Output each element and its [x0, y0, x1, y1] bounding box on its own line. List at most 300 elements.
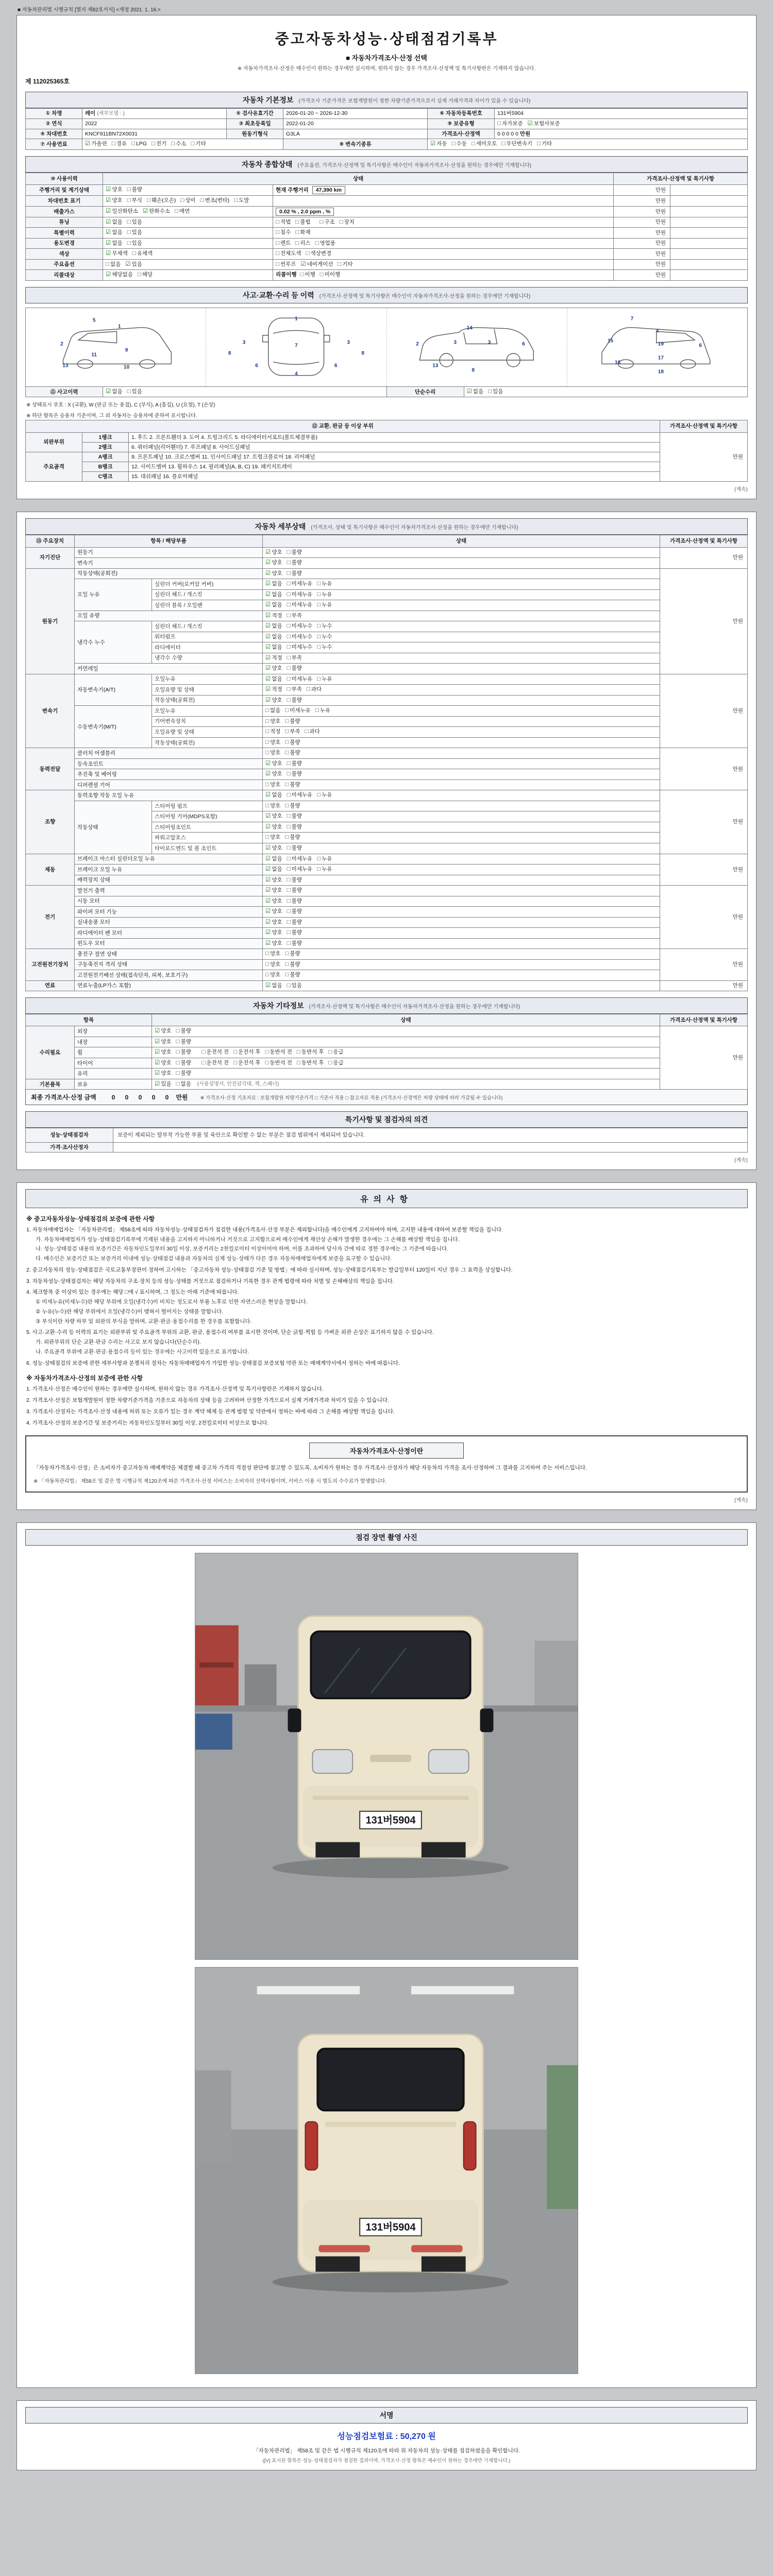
- checkbox-unchecked-icon: □: [328, 1059, 332, 1066]
- device-group-label: 제동: [26, 854, 75, 886]
- checkbox-기타[interactable]: □ 기타: [537, 141, 552, 147]
- note-cell: [670, 259, 748, 270]
- detail-row: [26, 949, 748, 960]
- checkbox-미세누유[interactable]: □ 미세누유: [287, 602, 313, 608]
- rear-quarter-view: [567, 308, 747, 386]
- rank-name: 2랭크: [82, 442, 129, 452]
- checkbox-양호[interactable]: ☑ 양호: [265, 560, 282, 566]
- checkbox-불량[interactable]: □ 불량: [287, 549, 302, 555]
- fuel-type-label: ⑦ 사용연료: [26, 139, 82, 150]
- checkbox-checked-icon: ☑: [265, 771, 271, 777]
- checkbox-응급[interactable]: □ 응급: [328, 1059, 344, 1066]
- checkbox-양호[interactable]: ☑ 양호: [155, 1028, 172, 1035]
- checkbox-가솔린[interactable]: ☑ 가솔린: [85, 141, 107, 147]
- checkbox-양호[interactable]: ☑ 양호: [265, 665, 282, 672]
- section-accident-note: (가격조사·산정액 및 특기사항은 매수인이 자동차가격조사·산정을 원하는 경우에만 기재합니다): [319, 293, 531, 299]
- panel-number-label: 7: [630, 316, 634, 322]
- checkbox-checked-icon: ☑: [265, 982, 271, 989]
- checkbox-불량[interactable]: □ 불량: [285, 961, 300, 968]
- checkbox-불량[interactable]: □ 불량: [176, 1038, 191, 1045]
- checkbox-불량[interactable]: □ 불량: [287, 560, 302, 566]
- checkbox-checked-icon: ☑: [265, 654, 271, 661]
- checkbox-미세누유[interactable]: □ 미세누유: [287, 866, 313, 873]
- checkbox-없음[interactable]: ☑ 없음: [265, 792, 282, 799]
- checkbox-과다[interactable]: □ 과다: [305, 728, 320, 735]
- checkbox-있음[interactable]: □ 있음: [127, 218, 142, 225]
- checkbox-없음[interactable]: ☑ 없음: [265, 644, 282, 651]
- checkbox-응급[interactable]: □ 응급: [328, 1049, 344, 1056]
- checkbox-checked-icon: ☑: [265, 940, 271, 946]
- checkbox-미세누유[interactable]: □ 미세누유: [287, 792, 313, 799]
- checkbox-양호[interactable]: ☑ 양호: [155, 1038, 172, 1045]
- rank-items: 1. 후드 2. 프론트휀더 3. 도어 4. 트렁크리드 5. 라디에이터서포트(볼트체결부품): [129, 432, 660, 442]
- checkbox-미세누유[interactable]: □ 미세누유: [287, 581, 313, 587]
- model-year-value: 2022: [82, 118, 227, 129]
- checkbox-불량[interactable]: □ 불량: [176, 1028, 191, 1035]
- checkbox-불량[interactable]: □ 불량: [287, 887, 302, 894]
- checkbox-양호[interactable]: □ 양호: [265, 834, 281, 841]
- checkbox-누유[interactable]: □ 누유: [317, 855, 332, 862]
- checkbox-세미오토[interactable]: □ 세미오토: [471, 141, 497, 147]
- checkbox-없음[interactable]: ☑ 없음: [265, 982, 282, 989]
- checkbox-영업용[interactable]: □ 영업용: [315, 240, 335, 246]
- checkbox-누유[interactable]: □ 누유: [317, 591, 332, 598]
- checkbox-불량[interactable]: □ 불량: [287, 876, 302, 883]
- checkbox-변조(변타)[interactable]: □ 변조(변타): [200, 197, 230, 204]
- checkbox-없음[interactable]: ☑ 없음: [466, 388, 484, 395]
- checkbox-unchecked-icon: □: [317, 644, 321, 651]
- checkbox-checked-icon: ☑: [265, 908, 271, 915]
- checkbox-전체도색[interactable]: □ 전체도색: [276, 250, 301, 257]
- checkbox-unchecked-icon: □: [137, 272, 141, 278]
- checkbox-양호[interactable]: □ 양호: [265, 718, 281, 724]
- checkbox-unchecked-icon: □: [295, 229, 299, 236]
- price-cell: 만원: [614, 228, 670, 239]
- checkbox-unchecked-icon: □: [287, 654, 291, 661]
- checkbox-LPG[interactable]: □ LPG: [131, 141, 147, 147]
- checkbox-동반석 전[interactable]: □ 동반석 전: [265, 1049, 292, 1056]
- first-registration-label: ③ 최초등록일: [227, 118, 283, 129]
- checkbox-미세누수[interactable]: □ 미세누수: [287, 633, 313, 640]
- status-cell: [263, 621, 660, 632]
- checkbox-썬루프[interactable]: □ 썬루프: [276, 261, 296, 267]
- checkbox-없음[interactable]: ☑ 없음: [106, 388, 123, 395]
- checkbox-unchecked-icon: □: [488, 388, 492, 395]
- price-cell: 만원: [660, 568, 748, 674]
- subitem-cell: 작동상태(공회전): [152, 695, 263, 706]
- checkbox-불량[interactable]: □ 불량: [127, 187, 142, 193]
- checkbox-운전석 전[interactable]: □ 운전석 전: [201, 1059, 229, 1066]
- checkbox-누수[interactable]: □ 누수: [317, 623, 332, 630]
- checkbox-양호[interactable]: ☑ 양호: [265, 919, 282, 925]
- checkbox-부족[interactable]: □ 부족: [287, 686, 302, 693]
- checkbox-불량[interactable]: □ 불량: [287, 929, 302, 936]
- checkbox-불량[interactable]: □ 불량: [287, 844, 302, 851]
- checkbox-불량[interactable]: □ 불량: [287, 940, 302, 946]
- checkbox-없음[interactable]: ☑ 없음: [106, 229, 123, 236]
- overall-row: [26, 249, 748, 260]
- checkbox-없음[interactable]: ☑ 없음: [265, 591, 282, 598]
- checkbox-checked-icon: ☑: [106, 388, 111, 395]
- table-row: [26, 118, 748, 129]
- checkbox-리스[interactable]: □ 리스: [295, 240, 311, 246]
- checkbox-checked-icon: ☑: [265, 591, 271, 598]
- detail-row: [26, 801, 748, 811]
- checkbox-양호[interactable]: □ 양호: [265, 781, 281, 788]
- checkbox-화재[interactable]: □ 화재: [295, 229, 311, 236]
- checkbox-checked-icon: ☑: [155, 1070, 160, 1077]
- checkbox-unchecked-icon: □: [287, 929, 291, 936]
- checkbox-양호[interactable]: ☑ 양호: [265, 697, 282, 703]
- notice-line: 1. 자동차매매업자는 「자동차관리법」 제58조에 따라 자동차성능·상태점검자가 점검한 내용(가격조사·산정 부분은 제외합니다)을 매수인에게 고지하여야 하며, 고지한 내용에 대하여 보증할 책임을 집니다.: [26, 1226, 503, 1233]
- checkbox-checked-icon: ☑: [265, 675, 271, 682]
- checkbox-양호[interactable]: ☑ 양호: [155, 1070, 172, 1077]
- checkbox-양호[interactable]: ☑ 양호: [265, 897, 282, 904]
- checkbox-동반석 후[interactable]: □ 동반석 후: [296, 1049, 324, 1056]
- checkbox-누유[interactable]: □ 누유: [317, 602, 332, 608]
- checkbox-해당없음[interactable]: ☑ 해당없음: [106, 272, 133, 278]
- checkbox-불량[interactable]: □ 불량: [287, 897, 302, 904]
- checkbox-누유[interactable]: □ 누유: [317, 866, 332, 873]
- checkbox-unchecked-icon: □: [296, 1059, 300, 1066]
- checkbox-unchecked-icon: □: [315, 707, 319, 714]
- checkbox-없음[interactable]: □ 없음: [176, 1080, 191, 1087]
- checkbox-unchecked-icon: □: [285, 834, 289, 841]
- model-year-label: ② 연식: [26, 118, 82, 129]
- checkbox-unchecked-icon: □: [287, 844, 291, 851]
- checkbox-양호[interactable]: ☑ 양호: [106, 197, 123, 204]
- checkbox-unchecked-icon: □: [265, 1059, 269, 1066]
- checkbox-장치[interactable]: □ 장치: [339, 218, 355, 225]
- vin-value: KNCF911BN72X0031: [82, 129, 227, 139]
- checkbox-양호[interactable]: ☑ 양호: [265, 760, 282, 767]
- checkbox-unchecked-icon: □: [265, 718, 269, 724]
- subitem-cell: 오일누유: [152, 706, 263, 717]
- checkbox-미세누유[interactable]: □ 미세누유: [287, 591, 313, 598]
- checkbox-일산화탄소[interactable]: ☑ 일산화탄소: [106, 208, 139, 214]
- checkbox-unchecked-icon: □: [287, 644, 291, 651]
- row-label: 배출가스: [26, 206, 103, 217]
- checkbox-적정[interactable]: ☑ 적정: [265, 612, 282, 619]
- checkbox-양호[interactable]: ☑ 양호: [265, 887, 282, 894]
- checkbox-자동[interactable]: ☑ 자동: [430, 141, 447, 147]
- checkbox-동반석 후[interactable]: □ 동반석 후: [296, 1059, 324, 1066]
- checkbox-운전석 전[interactable]: □ 운전석 전: [201, 1049, 229, 1056]
- item-cell: 자동변속기(A/T): [75, 674, 152, 706]
- checkbox-양호[interactable]: ☑ 양호: [106, 187, 123, 193]
- final-price-note: ※ 가격조사·산정 기초자료 : 보험개발원 차량기준가격 □ 기준서 적용 □ 참고자료 적용 (가격조사·산정액은 차량 상태에 따라 가감될 수 있습니다): [200, 1095, 503, 1101]
- table-row: [26, 386, 748, 397]
- detail-row: [26, 917, 748, 928]
- checkbox-양호[interactable]: ☑ 양호: [265, 929, 282, 936]
- checkbox-없음[interactable]: ☑ 없음: [265, 602, 282, 608]
- checkbox-동반석 전[interactable]: □ 동반석 전: [265, 1059, 292, 1066]
- checkbox-렌트[interactable]: □ 렌트: [276, 240, 291, 246]
- checkbox-경유[interactable]: □ 경유: [111, 141, 127, 147]
- checkbox-불량[interactable]: □ 불량: [285, 834, 300, 841]
- checkbox-양호[interactable]: ☑ 양호: [155, 1059, 172, 1066]
- checkbox-unchecked-icon: □: [537, 141, 541, 147]
- inspection-insurance-fee: [25, 2430, 748, 2442]
- checkbox-불량[interactable]: □ 불량: [176, 1049, 191, 1056]
- notice-line: 4. 체크항목 중 이상이 있는 경우에는 해당 □에 √ 표시하며, 그 정도는 아래 기준에 따릅니다.: [26, 1289, 239, 1296]
- checkbox-훼손(오손)[interactable]: □ 훼손(오손): [146, 197, 176, 204]
- detail-row: [26, 875, 748, 886]
- continued-marker: (계속): [734, 487, 748, 493]
- opinions-table: [25, 1128, 748, 1152]
- checkbox-적정[interactable]: ☑ 적정: [265, 654, 282, 661]
- panel-rank-area: [25, 420, 748, 482]
- status-cell: [263, 685, 660, 696]
- checkbox-불량[interactable]: □ 불량: [176, 1070, 191, 1077]
- panel-number-label: 3: [347, 340, 350, 346]
- note-cell: [670, 196, 748, 207]
- status-cell: [263, 600, 660, 611]
- checkbox-있음[interactable]: ☑ 있음: [125, 261, 142, 267]
- etc-row: [26, 1026, 748, 1037]
- checkbox-unchecked-icon: □: [287, 591, 291, 598]
- checkbox-있음[interactable]: □ 있음: [488, 388, 503, 395]
- checkbox-unchecked-icon: □: [296, 1049, 300, 1056]
- checkbox-unchecked-icon: □: [127, 388, 131, 395]
- item-cell: 디퍼렌셜 기어: [75, 779, 263, 790]
- checkbox-구조[interactable]: □ 구조: [320, 218, 335, 225]
- checkbox-불법[interactable]: □ 불법: [295, 218, 311, 225]
- checkbox-unchecked-icon: □: [174, 208, 178, 214]
- checkbox-checked-icon: ☑: [85, 141, 91, 147]
- checkbox-도말[interactable]: □ 도말: [234, 197, 249, 204]
- checkbox-불량[interactable]: □ 불량: [287, 760, 302, 767]
- checkbox-양호[interactable]: ☑ 양호: [265, 823, 282, 830]
- section-overall-title: 자동차 종합상태: [241, 160, 293, 168]
- checkbox-기타[interactable]: □ 기타: [338, 261, 353, 267]
- panel-number-label: 3: [488, 340, 491, 346]
- checkbox-양호[interactable]: □ 양호: [265, 739, 281, 745]
- checkbox-유채색[interactable]: □ 유채색: [132, 250, 153, 257]
- accident-history-table: [25, 386, 748, 398]
- checkbox-매연[interactable]: □ 매연: [174, 208, 190, 214]
- checkbox-운전석 후[interactable]: □ 운전석 후: [233, 1049, 261, 1056]
- checkbox-있음[interactable]: □ 있음: [127, 240, 142, 246]
- section-photos-title: 점검 장면 촬영 사진: [356, 1533, 417, 1541]
- panel-number-label: 2: [416, 341, 419, 347]
- checkbox-부족[interactable]: □ 부족: [287, 612, 302, 619]
- panel-number-label: 4: [656, 328, 659, 334]
- checkbox-상이[interactable]: □ 상이: [180, 197, 196, 204]
- checkbox-수소[interactable]: □ 수소: [171, 141, 187, 147]
- checkbox-무채색[interactable]: ☑ 무채색: [106, 250, 128, 257]
- checkbox-checked-icon: ☑: [265, 570, 271, 577]
- checkbox-부족[interactable]: □ 부족: [285, 728, 300, 735]
- checkbox-unchecked-icon: □: [306, 686, 310, 693]
- checkbox-checked-icon: ☑: [300, 261, 306, 267]
- row-label: 용도변경: [26, 238, 103, 249]
- col-header: ⑬ 주요장치: [26, 535, 75, 547]
- detail-row: [26, 748, 748, 759]
- checkbox-미세누수[interactable]: □ 미세누수: [287, 623, 313, 630]
- checkbox-unchecked-icon: □: [191, 141, 195, 147]
- checkbox-unchecked-icon: □: [132, 250, 136, 257]
- item-cell: 보유: [75, 1079, 152, 1090]
- detail-row: [26, 928, 748, 939]
- checkbox-기타[interactable]: □ 기타: [191, 141, 206, 147]
- status-cell: [263, 748, 660, 759]
- checkbox-불량[interactable]: □ 불량: [287, 665, 302, 672]
- status-cell: [152, 1047, 660, 1058]
- checkbox-없음[interactable]: ☑ 없음: [265, 581, 282, 587]
- checkbox-양호[interactable]: □ 양호: [265, 750, 281, 756]
- rank-row: [26, 452, 748, 462]
- checkbox-불량[interactable]: □ 불량: [285, 750, 300, 756]
- checkbox-불량[interactable]: □ 불량: [287, 570, 302, 577]
- checkbox-누수[interactable]: □ 누수: [317, 633, 332, 640]
- checkbox-없음[interactable]: ☑ 없음: [265, 633, 282, 640]
- checkbox-없음[interactable]: ☑ 없음: [265, 855, 282, 862]
- checkbox-과다[interactable]: □ 과다: [306, 686, 322, 693]
- checkbox-없음[interactable]: ☑ 없음: [265, 623, 282, 630]
- checkbox-불량[interactable]: □ 불량: [285, 781, 300, 788]
- checkbox-해당[interactable]: □ 해당: [137, 272, 153, 278]
- checkbox-색상변경[interactable]: □ 색상변경: [306, 250, 332, 257]
- checkbox-불량[interactable]: □ 불량: [285, 739, 300, 745]
- item-cell: 오일 유량: [75, 611, 263, 621]
- status-cell: [263, 769, 660, 780]
- checkbox-양호[interactable]: ☑ 양호: [265, 844, 282, 851]
- checkbox-양호[interactable]: ☑ 양호: [265, 570, 282, 577]
- item-cell: 윈도우 모터: [75, 938, 263, 949]
- checkbox-없음[interactable]: ☑ 없음: [106, 218, 123, 225]
- checkbox-불량[interactable]: □ 불량: [287, 697, 302, 703]
- checkbox-양호[interactable]: ☑ 양호: [155, 1049, 172, 1056]
- checkbox-불량[interactable]: □ 불량: [285, 718, 300, 724]
- checkbox-checked-icon: ☑: [155, 1038, 160, 1045]
- checkbox-checked-icon: ☑: [265, 697, 271, 703]
- checkbox-양호[interactable]: ☑ 양호: [265, 771, 282, 777]
- checkbox-unchecked-icon: □: [285, 972, 289, 978]
- checkbox-자가보증[interactable]: □ 자가보증: [497, 120, 523, 127]
- checkbox-양호[interactable]: □ 양호: [265, 972, 281, 978]
- checkbox-양호[interactable]: □ 양호: [265, 951, 281, 957]
- checkbox-적정[interactable]: ☑ 적정: [265, 686, 282, 693]
- device-group-label: 연료: [26, 980, 75, 991]
- checkbox-양호[interactable]: □ 양호: [265, 802, 281, 809]
- panel-number-label: 7: [295, 343, 298, 349]
- checkbox-있음[interactable]: □ 있음: [127, 388, 142, 395]
- checkbox-checked-icon: ☑: [265, 549, 271, 555]
- col-header: 항목 / 해당부품: [75, 535, 263, 547]
- checkbox-전기[interactable]: □ 전기: [151, 141, 167, 147]
- subitem-cell: 라디에이터: [152, 642, 263, 653]
- transmission-label: ⑧ 변속기종류: [283, 139, 428, 150]
- checkbox-unchecked-icon: □: [295, 240, 299, 246]
- item-cell: 브레이크 마스터 실린더오일 누유: [75, 854, 263, 865]
- section-etc-info: [25, 997, 748, 1014]
- section-detail-title: 자동차 세부상태: [255, 522, 306, 531]
- definition-body: 「자동차가격조사·산정」은 소비자가 중고자동차 매매계약을 체결할 때 중고차 가격의 적절성 판단에 참고할 수 있도록, 소비자가 원하는 경우 가격조사·산정자가 해당 자동차의 가격을 조사·산정하여 그 결과를 고지하여 주는 서비스입니다.: [33, 1465, 587, 1471]
- definition-title: 자동차가격조사·산정이란: [309, 1443, 464, 1459]
- col-header: ⑩ 사용이력: [26, 173, 103, 184]
- checkbox-부식[interactable]: □ 부식: [127, 197, 142, 204]
- checkbox-없음[interactable]: ☑ 없음: [106, 240, 123, 246]
- checkbox-없음[interactable]: ☑ 없음: [265, 866, 282, 873]
- checkbox-있음[interactable]: □ 있음: [287, 982, 302, 989]
- checkbox-없음[interactable]: ☑ 없음: [265, 675, 282, 682]
- checkbox-미세누수[interactable]: □ 미세누수: [287, 644, 313, 651]
- checkbox-부족[interactable]: □ 부족: [287, 654, 302, 661]
- rank-items: 6. 쿼터패널(리어휀더) 7. 루프패널 8. 사이드실패널: [129, 442, 660, 452]
- checkbox-양호[interactable]: ☑ 양호: [265, 813, 282, 820]
- checkbox-누수[interactable]: □ 누수: [317, 644, 332, 651]
- checkbox-불량[interactable]: □ 불량: [285, 802, 300, 809]
- checkbox-불량[interactable]: □ 불량: [287, 919, 302, 925]
- checkbox-불량[interactable]: □ 불량: [287, 813, 302, 820]
- checkbox-수동[interactable]: □ 수동: [451, 141, 467, 147]
- checkbox-checked-icon: ☑: [265, 897, 271, 904]
- checkbox-있음[interactable]: □ 있음: [127, 229, 142, 236]
- checkbox-양호[interactable]: □ 양호: [265, 961, 281, 968]
- checkbox-불량[interactable]: □ 불량: [287, 908, 302, 915]
- checkbox-없음[interactable]: □ 없음: [265, 707, 281, 714]
- checkbox-불량[interactable]: □ 불량: [285, 951, 300, 957]
- status-cell: [263, 949, 660, 960]
- checkbox-불량[interactable]: □ 불량: [176, 1059, 191, 1066]
- price-cell: 만원: [614, 217, 670, 228]
- checkbox-누유[interactable]: □ 누유: [317, 792, 332, 799]
- checkbox-누유[interactable]: □ 누유: [315, 707, 331, 714]
- checkbox-미이행[interactable]: □ 미이행: [320, 272, 341, 278]
- checkbox-없음[interactable]: □ 없음: [106, 261, 121, 267]
- checkbox-양호[interactable]: ☑ 양호: [265, 876, 282, 883]
- checkbox-보험사보증[interactable]: ☑ 보험사보증: [527, 120, 560, 127]
- checkbox-운전석 후[interactable]: □ 운전석 후: [233, 1059, 261, 1066]
- checkbox-미세누유[interactable]: □ 미세누유: [287, 855, 313, 862]
- section-basic-note: (가격조사 기준가격은 보험개발원이 정한 차량기준가격으로서 실제 거래가격과 차이가 있을 수 있습니다): [298, 98, 531, 104]
- checkbox-탄화수소[interactable]: ☑ 탄화수소: [143, 208, 170, 214]
- checkbox-적정[interactable]: □ 적정: [265, 728, 281, 735]
- checkbox-양호[interactable]: ☑ 양호: [265, 940, 282, 946]
- status-cell: [263, 727, 660, 738]
- checkbox-누유[interactable]: □ 누유: [317, 675, 332, 682]
- checkbox-있음[interactable]: ☑ 있음: [155, 1080, 172, 1087]
- price-cell: 만원: [660, 1026, 748, 1090]
- checkbox-양호[interactable]: ☑ 양호: [265, 549, 282, 555]
- checkbox-누유[interactable]: □ 누유: [317, 581, 332, 587]
- checkbox-불량[interactable]: □ 불량: [285, 972, 300, 978]
- status-cell: [263, 865, 660, 875]
- detail-status-area: [25, 535, 748, 991]
- checkbox-불량[interactable]: □ 불량: [287, 823, 302, 830]
- checkbox-불량[interactable]: □ 불량: [287, 771, 302, 777]
- detail-row: [26, 547, 748, 558]
- checkbox-unchecked-icon: □: [171, 141, 175, 147]
- panel-number-label: 10: [124, 364, 130, 370]
- checkbox-미세누유[interactable]: □ 미세누유: [287, 675, 313, 682]
- checkbox-네비게이션[interactable]: ☑ 네비게이션: [300, 261, 333, 267]
- checkbox-침수[interactable]: □ 침수: [276, 229, 291, 236]
- checkbox-양호[interactable]: ☑ 양호: [265, 908, 282, 915]
- checkbox-unchecked-icon: □: [111, 141, 115, 147]
- checkbox-unchecked-icon: □: [287, 897, 291, 904]
- checkbox-적법[interactable]: □ 적법: [276, 218, 291, 225]
- status-cell: [263, 790, 660, 801]
- checkbox-미세누유[interactable]: □ 미세누유: [285, 707, 311, 714]
- checkbox-무단변속기[interactable]: □ 무단변속기: [501, 141, 533, 147]
- item-cell: 라디에이터 팬 모터: [75, 928, 263, 939]
- checkbox-이행[interactable]: □ 이행: [300, 272, 315, 278]
- subitem-cell: 실린더 헤드 / 개스킷: [152, 621, 263, 632]
- item-cell: 충전구 절연 상태: [75, 949, 263, 960]
- front-quarter-view: [26, 308, 206, 386]
